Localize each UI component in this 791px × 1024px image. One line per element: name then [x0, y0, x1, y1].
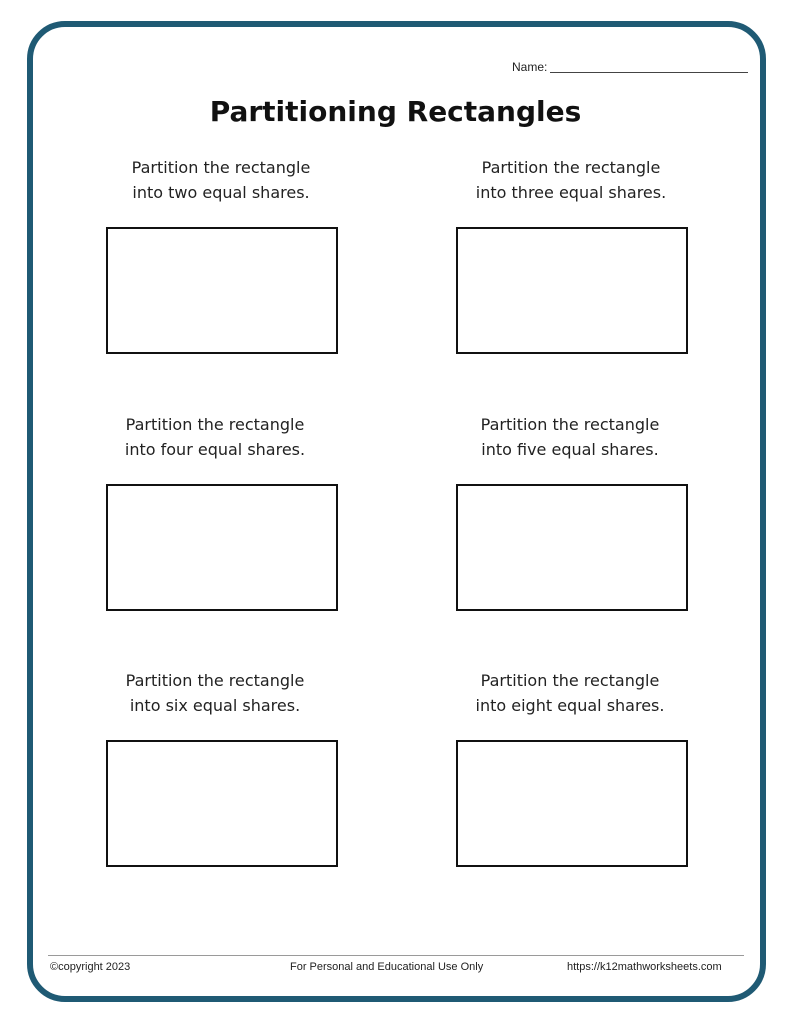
instruction-line-1: Partition the rectangle: [480, 671, 660, 690]
instruction-line-1: Partition the rectangle: [481, 158, 661, 177]
instruction-line-1: Partition the rectangle: [480, 415, 660, 434]
task-instruction: [65, 668, 365, 718]
rectangle-box[interactable]: [456, 740, 688, 867]
footer-divider: [48, 955, 744, 956]
page-title: Partitioning Rectangles: [209, 95, 582, 128]
instruction-line-2: into three equal shares.: [475, 183, 667, 202]
instruction-line-1: Partition the rectangle: [125, 415, 305, 434]
task-eight-shares: [420, 668, 720, 718]
task-five-shares: [420, 412, 720, 462]
task-instruction: [420, 668, 720, 718]
name-blank-line[interactable]: [550, 72, 748, 73]
task-four-shares: [65, 412, 365, 462]
task-six-shares: [65, 668, 365, 718]
name-label: Name:: [512, 60, 548, 74]
instruction-line-1: Partition the rectangle: [131, 158, 311, 177]
task-instruction: [421, 155, 721, 205]
footer-website: https://k12mathworksheets.com: [567, 961, 722, 973]
rectangle-box[interactable]: [106, 484, 338, 611]
task-instruction: [420, 412, 720, 462]
instruction-line-2: into five equal shares.: [481, 440, 659, 459]
name-field[interactable]: [512, 60, 748, 74]
task-two-shares: [71, 155, 371, 205]
rectangle-box[interactable]: [456, 484, 688, 611]
footer-copyright: ©copyright 2023: [50, 961, 131, 973]
rectangle-box[interactable]: [456, 227, 688, 354]
task-instruction: [65, 412, 365, 462]
instruction-line-2: into four equal shares.: [124, 440, 306, 459]
task-three-shares: [421, 155, 721, 205]
instruction-line-1: Partition the rectangle: [125, 671, 305, 690]
instruction-line-2: into eight equal shares.: [475, 696, 665, 715]
instruction-line-2: into two equal shares.: [132, 183, 310, 202]
rectangle-box[interactable]: [106, 740, 338, 867]
task-instruction: [71, 155, 371, 205]
rectangle-box[interactable]: [106, 227, 338, 354]
instruction-line-2: into six equal shares.: [129, 696, 301, 715]
footer-usage-note: For Personal and Educational Use Only: [290, 961, 484, 973]
